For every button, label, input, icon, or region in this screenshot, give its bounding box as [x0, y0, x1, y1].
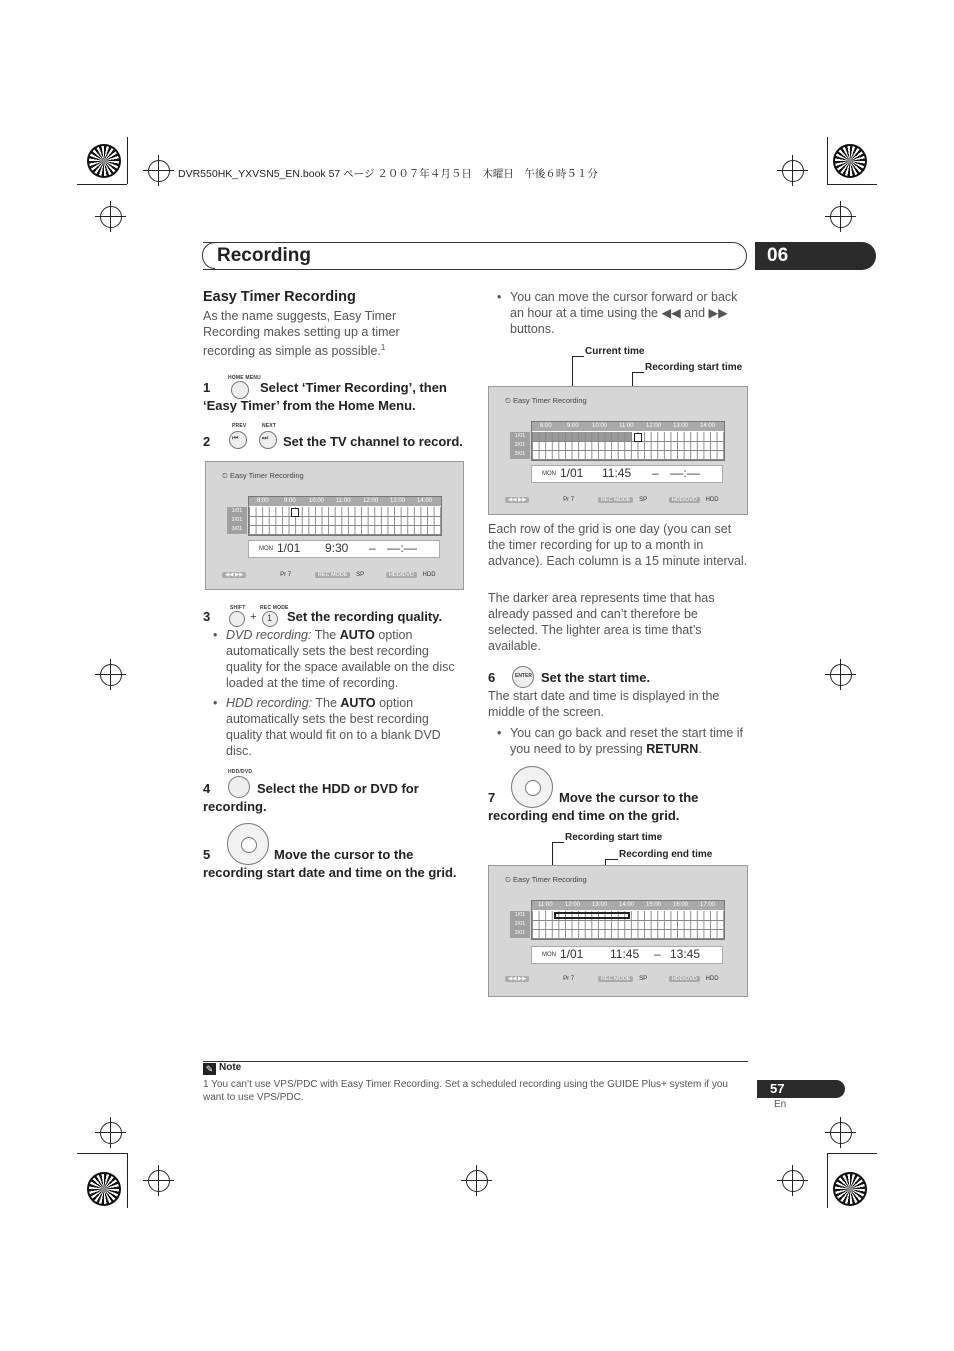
timer-icon: ⏲: [222, 471, 228, 480]
crosshair-mark: [830, 1122, 852, 1144]
hour-label: 14:00: [619, 902, 635, 908]
hdd-dvd-chip: HDD/DVD: [669, 976, 700, 982]
bullet-text: The: [312, 696, 341, 710]
prev-next-chip: ◀◀ ▶▶: [505, 497, 529, 503]
bullet-text: option automatically sets the best recording quality that would fit on to a blank DVD disc.: [226, 696, 441, 758]
screen-step-2: [205, 461, 464, 590]
time-separator: –: [652, 466, 659, 480]
bullet-italic: HDD recording:: [226, 696, 313, 710]
grid-date: 3/01: [510, 929, 530, 938]
callout-recording-start-time: Recording start time: [565, 832, 663, 843]
shift-label: SHIFT: [230, 605, 246, 611]
shift-button-icon: [229, 611, 245, 627]
day-label: MON: [259, 546, 273, 552]
prev-next-chip: ◀◀ ▶▶: [505, 976, 529, 982]
grid-date: 2/01: [510, 920, 530, 929]
hour-label: 13:00: [673, 423, 689, 429]
step-number: 3: [203, 609, 211, 624]
rec-mode-button-icon: [262, 611, 278, 627]
screen-footer: [505, 497, 735, 503]
bullet-italic: DVD recording:: [226, 628, 312, 642]
media: HDD: [705, 497, 719, 503]
grid-hour-header: [532, 422, 724, 431]
registration-starburst-bottom-left: [87, 1172, 121, 1206]
screen-footer: [505, 976, 735, 982]
cursor-move-bullet: • You can move the cursor forward or back an hour at a time using the ◀◀ and ▶▶ buttons.: [510, 289, 750, 337]
prev-next-chip: ◀◀ ▶▶: [222, 572, 246, 578]
hour-label: 10:00: [309, 498, 325, 504]
screen-footer: [222, 572, 452, 578]
hour-label: 11:00: [538, 902, 553, 908]
dvd-recording-bullet: [226, 627, 466, 691]
step-number: 7: [488, 790, 496, 805]
crosshair-mark: [782, 160, 804, 182]
grid-date: 1/01: [510, 432, 530, 441]
bullet-text: option automatically sets the best recording quality for the space available on the disc loaded at the time of recording.: [226, 628, 455, 690]
footnote-ref: 1: [380, 343, 386, 352]
screen-current-time: [488, 386, 748, 515]
callout-recording-start-time: Recording start time: [645, 362, 743, 373]
step-2-text: Set the TV channel to record.: [283, 434, 463, 449]
hour-label: 12:00: [565, 902, 581, 908]
screen-time-display: [248, 540, 440, 558]
screen-time-display: [531, 946, 723, 964]
step-number: 2: [203, 434, 211, 449]
grid-date: 1/01: [510, 911, 530, 920]
crosshair-mark: [100, 1122, 122, 1144]
callout-line: [632, 372, 644, 373]
channel: Pr 7: [563, 976, 575, 982]
timer-grid: [514, 421, 725, 461]
registration-starburst-top-right: [833, 144, 867, 178]
screen-title: [505, 875, 587, 885]
easy-timer-intro: [203, 308, 433, 359]
bullet-text: .: [698, 742, 702, 756]
hour-label: 16:00: [673, 902, 689, 908]
date-value: 1/01: [560, 947, 584, 961]
step-1-text: Select ‘Timer Recording’, then ‘Easy Timer’ from the Home Menu.: [203, 380, 447, 413]
page-number: 57: [770, 1081, 785, 1096]
hdd-recording-bullet: [226, 695, 466, 759]
prev-label: PREV: [232, 423, 247, 429]
bullet-bold: AUTO: [340, 696, 376, 710]
hour-label: 10:00: [592, 423, 608, 429]
next-label: NEXT: [262, 423, 277, 429]
day-label: MON: [542, 952, 556, 958]
registration-starburst-bottom-right: [833, 1172, 867, 1206]
callout-line: [552, 842, 564, 843]
crosshair-mark: [148, 1170, 170, 1192]
step-4-text: Select the HDD or DVD for recording.: [203, 781, 419, 814]
grid-cursor: [634, 433, 642, 442]
bullet-text: You can go back and reset the start time if you need to by pressing: [510, 726, 744, 756]
next-button-icon: ⏭: [259, 431, 277, 449]
end-time: ––:––: [670, 466, 701, 480]
bullet-bold: AUTO: [339, 628, 375, 642]
callout-line: [605, 859, 618, 860]
hour-label: 14:00: [700, 423, 716, 429]
callout-recording-end-time: Recording end time: [619, 849, 713, 860]
intro-text: As the name suggests, Easy Timer Recording makes setting up a timer recording as simple as possible.: [203, 309, 400, 359]
crosshair-mark: [782, 1170, 804, 1192]
hdd-dvd-chip: HDD/DVD: [386, 572, 417, 578]
rec-mode-label: REC MODE: [260, 605, 289, 611]
hour-label: 8:00: [540, 423, 552, 429]
timer-icon: ⏲: [505, 396, 511, 405]
crosshair-mark: [100, 206, 122, 228]
callout-current-time: Current time: [585, 346, 645, 357]
page-number-tab: [757, 1080, 845, 1098]
chapter-number: 06: [755, 242, 876, 270]
rec-mode-chip: REC MODE: [598, 976, 634, 982]
crosshair-mark: [466, 1170, 488, 1192]
crosshair-mark: [830, 664, 852, 686]
date-value: 1/01: [277, 541, 301, 555]
step-number: 6: [488, 670, 496, 685]
grid-date: 3/01: [227, 525, 247, 534]
book-header-meta: DVR550HK_YXVSN5_EN.book 57 ページ ２００７年４月５日 木曜日 午後６時５１分: [178, 168, 598, 180]
date-value: 1/01: [560, 466, 584, 480]
callout-line: [572, 356, 584, 357]
grid-hour-header: [532, 901, 724, 910]
timer-grid: [231, 496, 442, 536]
registration-starburst-top-left: [87, 144, 121, 178]
quality: SP: [639, 976, 648, 982]
screen-title-text: Easy Timer Recording: [512, 396, 587, 405]
screen-end-time: [488, 865, 748, 997]
timer-grid: [514, 900, 725, 940]
grid-date: 2/01: [227, 516, 247, 525]
easy-timer-heading: Easy Timer Recording: [203, 289, 356, 305]
note-rule: [203, 1061, 748, 1062]
hour-label: 8:00: [257, 498, 269, 504]
start-time: 11:45: [602, 466, 632, 480]
grid-row: [514, 929, 724, 939]
grid-date: 3/01: [510, 450, 530, 459]
step-7-text: Move the cursor to the recording end time on the grid.: [488, 790, 699, 823]
hdd-dvd-chip: HDD/DVD: [669, 497, 700, 503]
media: HDD: [705, 976, 719, 982]
rec-mode-glyph: 1: [267, 613, 273, 623]
darker-area-explanation: The darker area represents time that has already passed and can’t therefore be selected. The lighter area is time that’s available.: [488, 591, 715, 653]
screen-title-text: Easy Timer Recording: [512, 875, 587, 884]
end-time: 13:45: [670, 947, 701, 961]
crop-mark: [127, 1153, 128, 1208]
grid-date: 1/01: [227, 507, 247, 516]
day-label: MON: [542, 471, 556, 477]
step-6-body: The start date and time is displayed in the middle of the screen.: [488, 689, 720, 719]
hour-label: 12:00: [646, 423, 662, 429]
section-title: Recording: [217, 245, 311, 266]
page-language: En: [774, 1099, 787, 1110]
hdd-dvd-label: HDD/DVD: [228, 769, 253, 775]
start-time: 11:45: [610, 947, 640, 961]
crop-mark: [77, 184, 127, 185]
hour-label: 13:00: [390, 498, 406, 504]
start-time: 9:30: [325, 541, 349, 555]
crosshair-mark: [148, 160, 170, 182]
grid-row-explanation: Each row of the grid is one day (you can set the timer recording for up to a month in advance). Each column is a 15 minute interval.: [488, 522, 748, 568]
step-number: 5: [203, 847, 211, 862]
screen-title: [222, 471, 304, 481]
grid-hour-header: [249, 497, 441, 506]
screen-time-display: [531, 465, 723, 483]
note-text: 1 You can’t use VPS/PDC with Easy Timer Recording. Set a scheduled recording using the GUIDE Plus+ system if you want to use VPS/PDC.: [203, 1079, 728, 1103]
hour-label: 9:00: [567, 423, 579, 429]
hour-label: 14:00: [417, 498, 433, 504]
bullet-text: The: [311, 628, 340, 642]
hour-label: 15:00: [646, 902, 662, 908]
quality: SP: [356, 572, 365, 578]
selected-range: [554, 912, 630, 919]
crosshair-mark: [830, 206, 852, 228]
hour-label: 11:00: [619, 423, 634, 429]
grid-cursor: [291, 508, 299, 517]
screen-title: [505, 396, 587, 406]
grid-row: [514, 450, 724, 460]
crop-mark: [127, 137, 128, 184]
rec-mode-chip: REC MODE: [315, 572, 351, 578]
crop-mark: [77, 1153, 127, 1154]
step-number: 4: [203, 781, 211, 796]
quality: SP: [639, 497, 648, 503]
hour-label: 11:00: [336, 498, 351, 504]
enter-button-icon: [512, 666, 534, 688]
crop-mark: [827, 137, 828, 184]
timer-icon: ⏲: [505, 875, 511, 884]
prev-button-icon: ⏮: [229, 431, 247, 449]
hour-label: 17:00: [700, 902, 716, 908]
crop-mark: [827, 1153, 877, 1154]
hour-label: 12:00: [363, 498, 379, 504]
crosshair-mark: [100, 664, 122, 686]
bullet-bold: RETURN: [646, 742, 699, 756]
channel: Pr 7: [563, 497, 575, 503]
step-3-text: Set the recording quality.: [287, 609, 443, 624]
hour-label: 13:00: [592, 902, 608, 908]
end-time: ––:––: [387, 541, 418, 555]
grid-date: 2/01: [510, 441, 530, 450]
channel: Pr 7: [280, 572, 292, 578]
rec-mode-chip: REC MODE: [598, 497, 634, 503]
home-menu-label: HOME MENU: [228, 375, 261, 381]
hour-label: 9:00: [284, 498, 296, 504]
return-bullet: [510, 725, 750, 757]
step-6-text: Set the start time.: [541, 670, 651, 685]
plus-sign: +: [250, 611, 257, 623]
crop-mark: [827, 184, 877, 185]
time-separator: –: [369, 541, 376, 555]
grid-row: [231, 525, 441, 535]
note-label: Note: [219, 1062, 242, 1073]
crop-mark: [827, 1153, 828, 1208]
enter-label: ENTER: [515, 673, 532, 679]
media: HDD: [422, 572, 436, 578]
step-5-text: Move the cursor to the recording start date and time on the grid.: [203, 847, 457, 880]
time-separator: –: [654, 947, 661, 961]
step-number: 1: [203, 380, 211, 395]
screen-title-text: Easy Timer Recording: [229, 471, 304, 480]
note-icon: ✎: [203, 1063, 216, 1075]
